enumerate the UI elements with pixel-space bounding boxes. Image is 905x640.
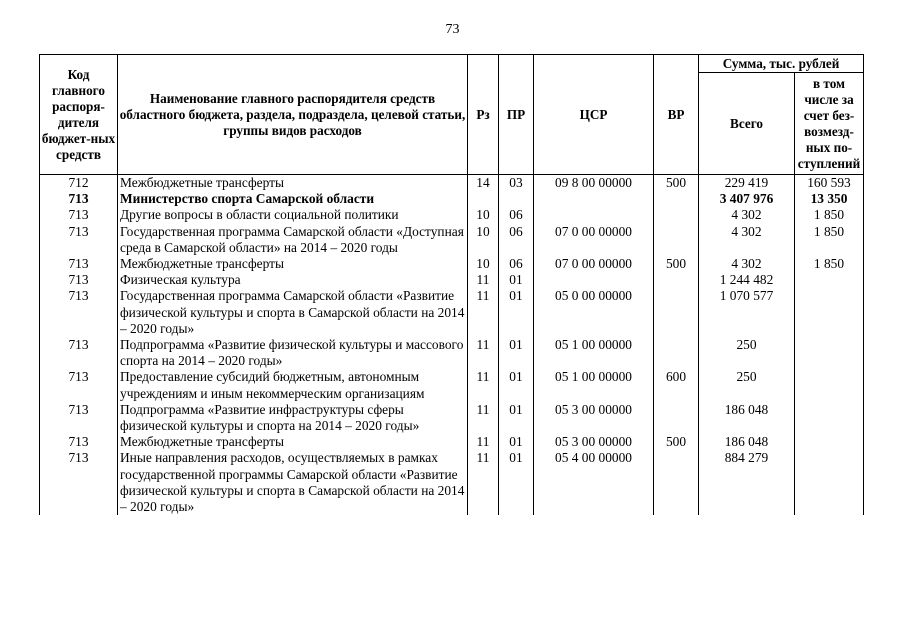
cell-csr xyxy=(534,272,654,288)
cell-name: Межбюджетные трансферты xyxy=(118,175,468,192)
cell-rz: 10 xyxy=(468,224,499,256)
table-row xyxy=(40,191,864,207)
cell-name: Государственная программа Самарской области «Развитие физической культуры и спорта в Самарской области на 2014 – 2020 годы» xyxy=(118,288,468,337)
cell-vr xyxy=(654,450,699,515)
cell-total: 4 302 xyxy=(699,256,795,272)
table-row xyxy=(40,369,864,401)
header-name: Наименование главного распорядителя средств областного бюджета, раздела, подраздела, целевой статьи, группы видов расходов xyxy=(118,55,468,175)
cell-vr xyxy=(654,337,699,369)
cell-pr: 01 xyxy=(499,434,534,450)
cell-code: 713 xyxy=(40,450,118,515)
cell-name: Физическая культура xyxy=(118,272,468,288)
cell-code: 713 xyxy=(40,288,118,337)
cell-total: 250 xyxy=(699,369,795,401)
cell-csr: 05 1 00 00000 xyxy=(534,337,654,369)
cell-vr: 500 xyxy=(654,175,699,192)
cell-pr: 01 xyxy=(499,450,534,515)
table-row xyxy=(40,207,864,223)
page-number: 73 xyxy=(445,22,460,37)
cell-code: 713 xyxy=(40,224,118,256)
cell-csr: 05 4 00 00000 xyxy=(534,450,654,515)
cell-pr: 06 xyxy=(499,224,534,256)
cell-free: 1 850 xyxy=(795,224,864,256)
cell-pr: 01 xyxy=(499,337,534,369)
cell-code: 713 xyxy=(40,207,118,223)
cell-pr: 06 xyxy=(499,207,534,223)
header-free: в том числе за счет без-возмезд-ных по-ступлений xyxy=(795,73,864,175)
cell-vr xyxy=(654,402,699,434)
cell-name: Министерство спорта Самарской области xyxy=(118,191,468,207)
table-body xyxy=(40,175,864,516)
cell-vr xyxy=(654,207,699,223)
cell-pr: 01 xyxy=(499,402,534,434)
table-row xyxy=(40,402,864,434)
cell-pr xyxy=(499,191,534,207)
cell-pr: 01 xyxy=(499,288,534,337)
table-row xyxy=(40,434,864,450)
cell-rz: 10 xyxy=(468,207,499,223)
cell-vr xyxy=(654,288,699,337)
cell-pr: 01 xyxy=(499,272,534,288)
table-row xyxy=(40,272,864,288)
cell-total: 1 070 577 xyxy=(699,288,795,337)
cell-csr: 05 0 00 00000 xyxy=(534,288,654,337)
table-row xyxy=(40,175,864,192)
cell-total: 186 048 xyxy=(699,402,795,434)
cell-free xyxy=(795,402,864,434)
cell-free xyxy=(795,337,864,369)
cell-total: 1 244 482 xyxy=(699,272,795,288)
cell-rz: 11 xyxy=(468,450,499,515)
table-row xyxy=(40,256,864,272)
cell-csr: 05 3 00 00000 xyxy=(534,434,654,450)
cell-code: 713 xyxy=(40,256,118,272)
cell-rz: 10 xyxy=(468,256,499,272)
cell-rz: 14 xyxy=(468,175,499,192)
cell-free xyxy=(795,434,864,450)
cell-name: Государственная программа Самарской области «Доступная среда в Самарской области» на 2014 – 2020 годы xyxy=(118,224,468,256)
cell-vr: 500 xyxy=(654,434,699,450)
header-total: Всего xyxy=(699,73,795,175)
cell-free xyxy=(795,288,864,337)
cell-name: Подпрограмма «Развитие инфраструктуры сферы физической культуры и спорта на 2014 – 2020 годы» xyxy=(118,402,468,434)
cell-rz: 11 xyxy=(468,288,499,337)
cell-free xyxy=(795,272,864,288)
cell-free: 1 850 xyxy=(795,207,864,223)
cell-total: 250 xyxy=(699,337,795,369)
cell-free xyxy=(795,450,864,515)
cell-pr: 06 xyxy=(499,256,534,272)
cell-total: 229 419 xyxy=(699,175,795,192)
cell-vr xyxy=(654,272,699,288)
cell-code: 713 xyxy=(40,272,118,288)
cell-pr: 01 xyxy=(499,369,534,401)
cell-csr: 05 3 00 00000 xyxy=(534,402,654,434)
cell-rz xyxy=(468,191,499,207)
cell-total: 4 302 xyxy=(699,224,795,256)
cell-csr: 07 0 00 00000 xyxy=(534,256,654,272)
cell-name: Иные направления расходов, осуществляемых в рамках государственной программы Самарской области «Развитие физической культуры и спорта в Самарской области на 2014 – 2020 годы» xyxy=(118,450,468,515)
cell-vr: 500 xyxy=(654,256,699,272)
budget-table xyxy=(39,54,864,515)
cell-name: Предоставление субсидий бюджетным, автономным учреждениям и иным некоммерческим организациям xyxy=(118,369,468,401)
cell-total: 3 407 976 xyxy=(699,191,795,207)
table-row xyxy=(40,224,864,256)
table-row xyxy=(40,288,864,337)
cell-csr xyxy=(534,191,654,207)
cell-code: 713 xyxy=(40,369,118,401)
cell-total: 4 302 xyxy=(699,207,795,223)
cell-vr: 600 xyxy=(654,369,699,401)
header-pr: ПР xyxy=(499,55,534,175)
cell-pr: 03 xyxy=(499,175,534,192)
table-row xyxy=(40,450,864,515)
cell-free: 1 850 xyxy=(795,256,864,272)
cell-free xyxy=(795,369,864,401)
cell-rz: 11 xyxy=(468,272,499,288)
cell-total: 884 279 xyxy=(699,450,795,515)
cell-csr xyxy=(534,207,654,223)
cell-free: 160 593 xyxy=(795,175,864,192)
header-csr: ЦСР xyxy=(534,55,654,175)
cell-code: 713 xyxy=(40,191,118,207)
cell-vr xyxy=(654,191,699,207)
cell-rz: 11 xyxy=(468,369,499,401)
cell-rz: 11 xyxy=(468,337,499,369)
cell-rz: 11 xyxy=(468,434,499,450)
header-code: Код главного распоря-дителя бюджет-ных средств xyxy=(40,55,118,175)
header-vr: ВР xyxy=(654,55,699,175)
table-row xyxy=(40,337,864,369)
header-sum: Сумма, тыс. рублей xyxy=(699,55,864,73)
cell-code: 712 xyxy=(40,175,118,192)
cell-code: 713 xyxy=(40,402,118,434)
header-rz: Рз xyxy=(468,55,499,175)
cell-name: Межбюджетные трансферты xyxy=(118,256,468,272)
cell-total: 186 048 xyxy=(699,434,795,450)
cell-csr: 05 1 00 00000 xyxy=(534,369,654,401)
table-header xyxy=(40,55,864,175)
cell-name: Подпрограмма «Развитие физической культуры и массового спорта на 2014 – 2020 годы» xyxy=(118,337,468,369)
cell-name: Другие вопросы в области социальной политики xyxy=(118,207,468,223)
cell-code: 713 xyxy=(40,434,118,450)
cell-csr: 07 0 00 00000 xyxy=(534,224,654,256)
cell-csr: 09 8 00 00000 xyxy=(534,175,654,192)
cell-code: 713 xyxy=(40,337,118,369)
cell-name: Межбюджетные трансферты xyxy=(118,434,468,450)
cell-free: 13 350 xyxy=(795,191,864,207)
cell-rz: 11 xyxy=(468,402,499,434)
cell-vr xyxy=(654,224,699,256)
